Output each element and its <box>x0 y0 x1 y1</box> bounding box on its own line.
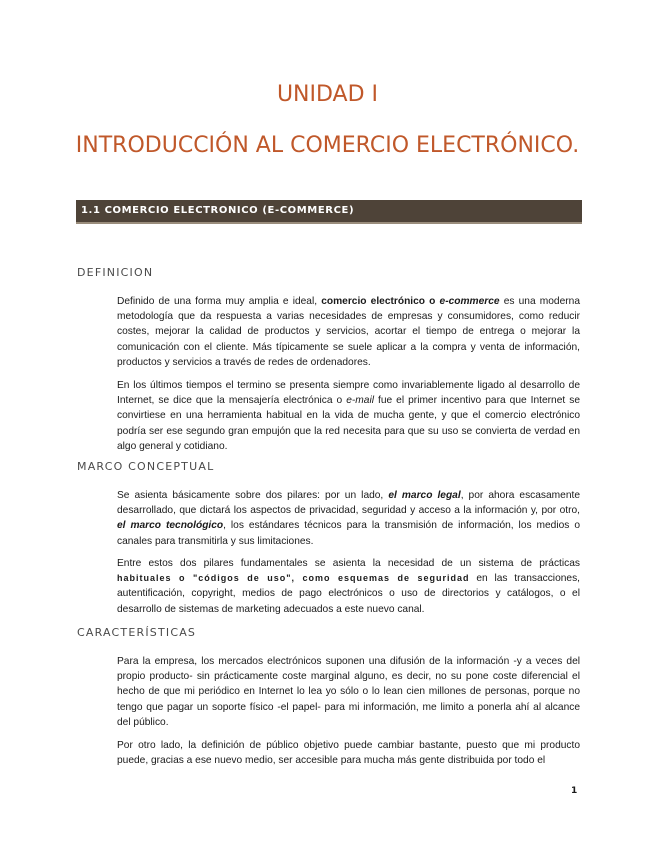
paragraph-definicion-2 <box>117 378 580 454</box>
italic-term: e-mail <box>346 395 374 407</box>
paragraph-caracteristicas-1: Para la empresa, los mercados electrónicos suponen una difusión de la información -y a veces del propio producto- sin prácticamente coste marginal alguno, es decir, no su pone coste diferencial el hecho de que mi periódico en Internet lo lea yo sólo o lo lean cien millones de personas, porque no tengo que pagar un soporte físico -el papel- para mi información, me limito a ponerla ahí al alcance del público. <box>117 656 580 728</box>
page-number: 1 <box>571 786 578 796</box>
text-span: , los estándares técnicos para la transmisión de información, los medios o canales para transmitirla y sus limitaciones. <box>117 520 580 547</box>
bold-italic-term: e-commerce <box>439 296 500 307</box>
text-span: Entre estos dos pilares fundamentales se asienta la necesidad de un sistema de prácticas <box>117 558 580 569</box>
text-span: Se asienta básicamente sobre dos pilares: por un lado, <box>117 490 389 501</box>
text-span: , por ahora escasamente desarrollado, que dictará los aspectos de privacidad, seguridad y acceso a la información y, por otro, <box>117 490 581 517</box>
chapter-title: INTRODUCCIÓN AL COMERCIO ELECTRÓNICO. <box>75 133 580 158</box>
paragraph-caracteristicas-2: Por otro lado, la definición de público objetivo puede cambiar bastante, puesto que mi producto puede, gracias a ese nuevo medio, ser accesible para mucha más gente distribuida por todo el <box>117 740 580 767</box>
heading-caracteristicas: CARACTERÍSTICAS <box>77 626 197 639</box>
paragraph-marco-2 <box>117 556 580 617</box>
paragraph-definicion-1 <box>117 294 580 370</box>
bold-italic-term: el marco legal <box>388 490 461 501</box>
section-bar <box>76 200 582 224</box>
bold-italic-term: el marco tecnológico <box>117 520 224 532</box>
text-span: Definido de una forma muy amplia e ideal, <box>117 296 322 307</box>
heading-marco: MARCO CONCEPTUAL <box>77 460 215 473</box>
bold-spaced-term: habituales o "códigos de uso", como esquemas de seguridad <box>117 573 470 584</box>
text-span: es una moderna metodología que da respuesta a varias necesidades de empresas y consumidores, como reducir costes, mejorar la calidad de productos y servicios, acortar el tiempo de entrega o mejorar la comunicación con el cliente. Más típicamente se suele aplicar a la compra y venta de información, productos y servicios a través de redes de ordenadores. <box>117 296 580 368</box>
text-span: fue el primer incentivo para que Internet se convirtiese en una herramienta habitual en la vida de mucha gente, y que el comercio electrónico podría ser ese segundo gran empujón que la red necesita para que su uso se convierta de verdad en algo general y cotidiano. <box>117 395 580 452</box>
paragraph-marco-1 <box>117 488 580 549</box>
heading-definicion: DEFINICION <box>77 266 154 279</box>
text-span: en las transacciones, autentificación, copyright, medios de pago electrónicos o uso de directorios y catálogos, o el desarrollo de sistemas de marketing adecuados a este nuevo canal. <box>117 573 580 615</box>
unit-title: UNIDAD I <box>276 82 379 107</box>
text-span: En los últimos tiempos el termino se presenta siempre como invariablemente ligado al desarrollo de Internet, se dice que la mensajería electrónica o <box>117 380 580 407</box>
section-bar-label: 1.1 COMERCIO ELECTRONICO (E-COMMERCE) <box>81 205 355 216</box>
bold-term: comercio electrónico o <box>321 296 440 307</box>
